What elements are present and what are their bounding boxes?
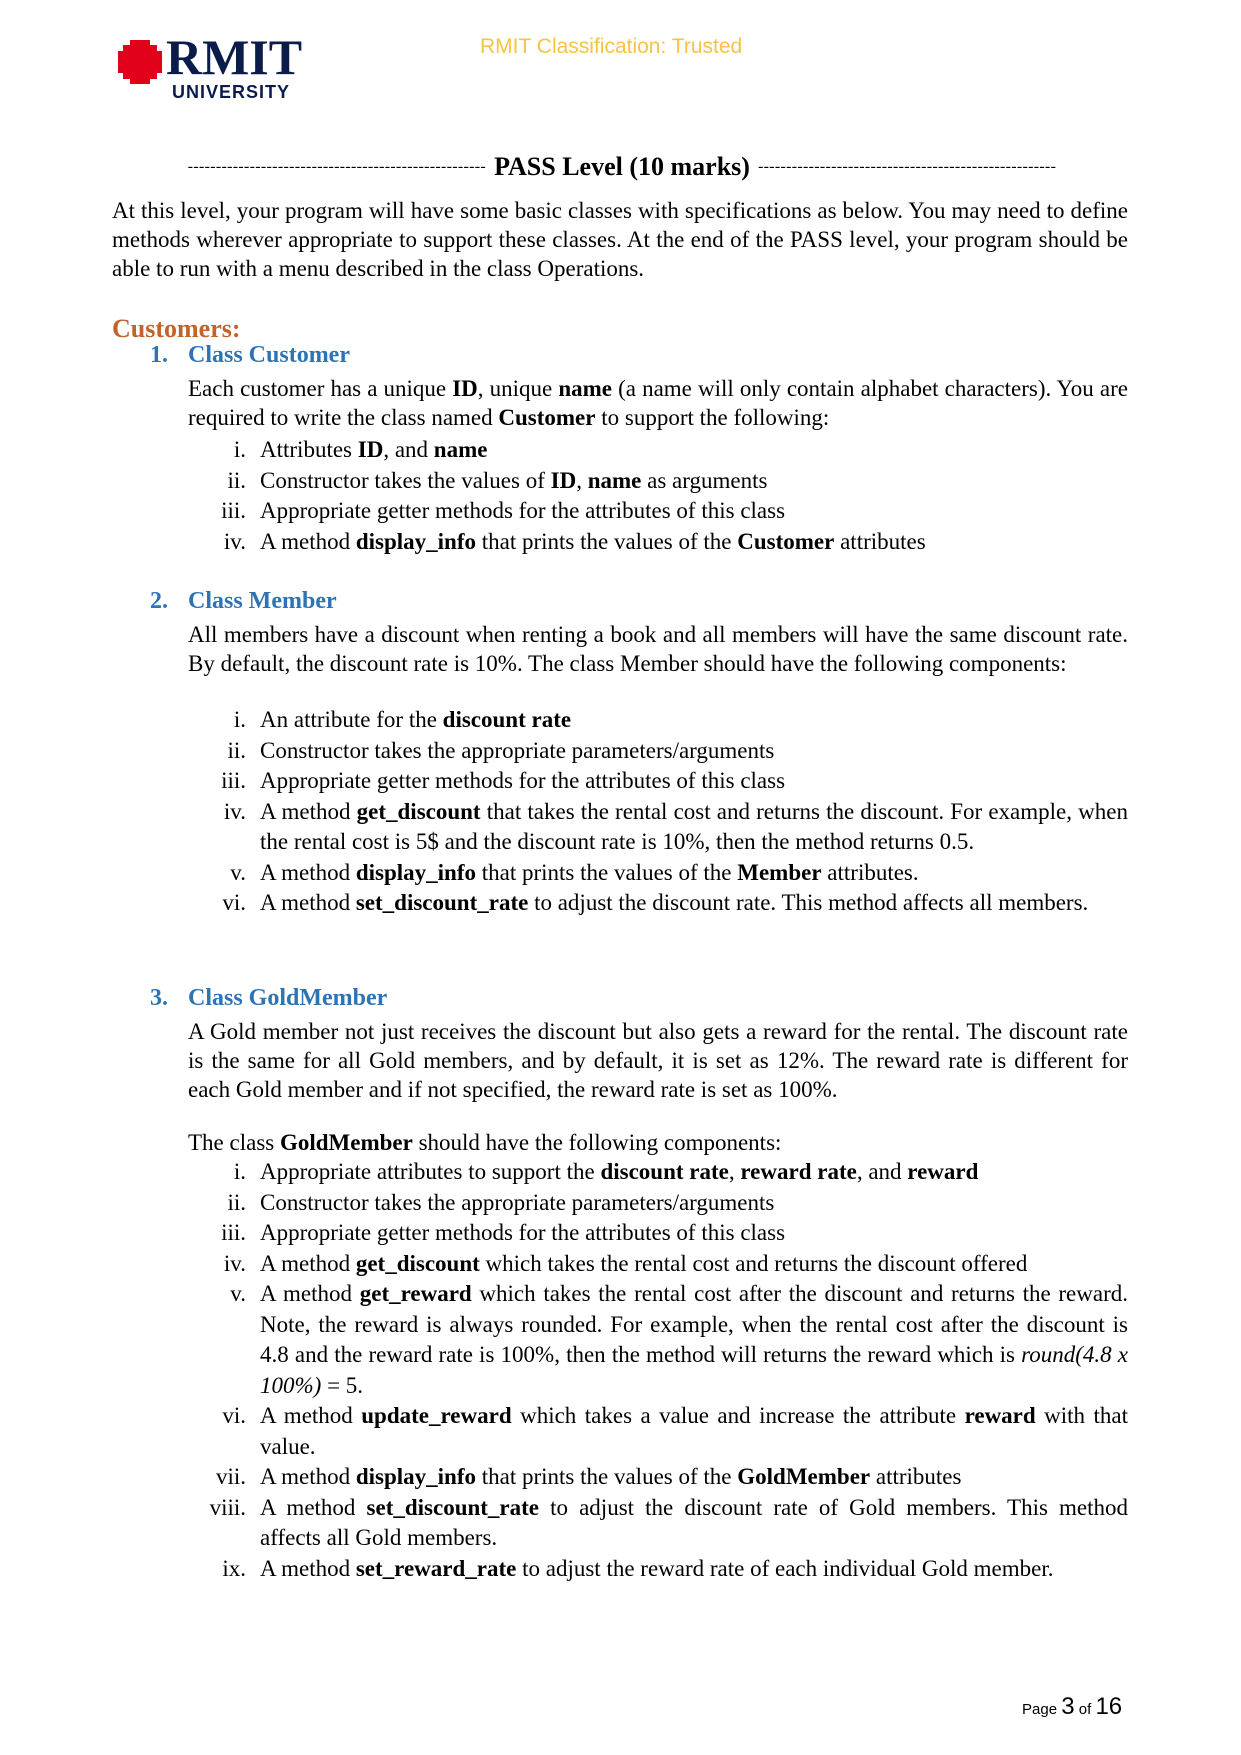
classification-label: RMIT Classification: Trusted [480, 35, 743, 58]
list-item [188, 1554, 1128, 1585]
bold-term: ID [452, 376, 478, 401]
goldmember-requirements-list [188, 1157, 1128, 1584]
heading-rule-left: ----------------------------------------------------- [187, 158, 487, 175]
text-run: which takes the rental cost and returns the discount offered [479, 1250, 1028, 1276]
text-run: that prints the values of the [476, 1464, 738, 1489]
bold-term: GoldMember [737, 1464, 871, 1489]
list-numeral: vi. [222, 890, 246, 915]
list-text [260, 1249, 1128, 1280]
text-run: to support the following: [595, 405, 830, 430]
heading-number: 2. [150, 588, 168, 614]
text-run: , [576, 467, 588, 493]
text-run: Attributes [260, 437, 358, 462]
text-run: attributes. [821, 859, 919, 885]
list-text [260, 888, 1128, 919]
text-run: The class [188, 1130, 280, 1155]
bold-term: reward [964, 1403, 1036, 1428]
list-item [188, 1462, 1128, 1493]
rmit-pixel-mark-icon [118, 40, 162, 84]
bold-term: name [433, 437, 488, 462]
text-run: Constructor takes the values of [260, 467, 551, 493]
bold-term: GoldMember [279, 1130, 413, 1155]
member-description [188, 620, 1128, 678]
page-of: of [1078, 1701, 1092, 1718]
list-text [260, 766, 1128, 797]
logo-text: RMIT [166, 29, 303, 85]
list-text [260, 1157, 1128, 1188]
text-run: which takes a value and increase the attribute [511, 1403, 965, 1428]
list-text [260, 466, 1128, 497]
page-total: 16 [1095, 1693, 1123, 1720]
list-item [188, 888, 1128, 919]
class-member-heading [150, 588, 337, 615]
list-item [188, 527, 1128, 558]
text-run: attributes [870, 1464, 962, 1489]
text-run: An attribute for the [260, 707, 443, 732]
list-numeral: i. [233, 437, 246, 462]
list-item [188, 797, 1128, 858]
list-text [260, 527, 1128, 558]
list-item [188, 496, 1128, 527]
list-text [260, 496, 1128, 527]
heading-number: 1. [150, 342, 168, 368]
list-item [188, 466, 1128, 497]
heading-rule-right: ----------------------------------------------------- [757, 158, 1057, 175]
list-numeral: iii. [221, 768, 246, 793]
bold-term: display_info [355, 528, 476, 554]
text-run: A method [260, 1464, 356, 1489]
list-text [260, 1218, 1128, 1249]
text-run: A method [260, 798, 357, 824]
list-item [188, 858, 1128, 889]
intro-paragraph: At this level, your program will have some basic classes with specifications as below. You may need to define methods wherever appropriate to support these classes. At the end of the PASS level, your program should be able to run with a menu described in the class Operations. [112, 198, 1128, 281]
bold-term: get_reward [359, 1281, 472, 1306]
text-run: All members have a discount when renting a book and all members will have the same discount rate. By default, the discount rate is 10%. The class Member should have the following components: [188, 622, 1128, 676]
page-current: 3 [1061, 1693, 1075, 1720]
bold-term: name [587, 467, 642, 493]
list-numeral: vi. [222, 1403, 246, 1428]
list-numeral: iv. [223, 1250, 246, 1276]
text-run: A method [260, 1403, 362, 1428]
list-text [260, 435, 1128, 466]
bold-term: set_discount_rate [355, 890, 529, 915]
list-item [188, 705, 1128, 736]
text-run: , and [856, 1159, 908, 1184]
bold-term: reward rate [740, 1159, 857, 1184]
text-run: A method [260, 859, 356, 885]
list-text [260, 1188, 1128, 1219]
class-customer-heading [150, 342, 350, 369]
bold-term: name [558, 376, 613, 401]
text-run: Constructor takes the appropriate parameters/arguments [260, 1189, 775, 1215]
bold-term: update_reward [361, 1403, 512, 1428]
text-run: A method [260, 1494, 367, 1520]
text-run: to adjust the discount rate of Gold members. This method affects all Gold members. [260, 1494, 1128, 1550]
list-item [188, 1188, 1128, 1219]
bold-term: Customer [498, 405, 596, 430]
text-run: A method [260, 890, 356, 915]
text-run: A method [260, 1555, 356, 1581]
list-item [188, 1401, 1128, 1462]
list-item [188, 736, 1128, 767]
list-numeral: i. [233, 1159, 246, 1184]
rmit-logo [118, 29, 318, 106]
bold-term: discount rate [442, 707, 572, 732]
bold-term: Member [737, 859, 822, 885]
list-numeral: ii. [227, 467, 246, 493]
text-run: as arguments [641, 467, 768, 493]
list-text [260, 1401, 1128, 1462]
goldmember-components-intro [188, 1128, 1128, 1157]
bold-term: reward [907, 1159, 979, 1184]
text-run: Appropriate getter methods for the attributes of this class [260, 498, 786, 523]
list-text [260, 858, 1128, 889]
page-label: Page [1022, 1701, 1058, 1718]
list-text [260, 1493, 1128, 1554]
bold-term: display_info [355, 859, 476, 885]
list-numeral: ii. [227, 737, 246, 763]
text-run: (a name will only contain alphabet characters). You are required to write the class named [188, 376, 1128, 430]
list-numeral: v. [230, 1281, 246, 1306]
bold-term: ID [550, 467, 577, 493]
text-run: = 5. [321, 1372, 364, 1398]
text-run: Appropriate attributes to support the [260, 1159, 601, 1184]
section-title: PASS Level (10 marks) [494, 152, 750, 181]
category-title: Customers: [112, 314, 241, 343]
member-requirements-list [188, 705, 1128, 919]
list-text [260, 797, 1128, 858]
heading-title: Class Customer [188, 342, 350, 368]
list-item [188, 766, 1128, 797]
text-run: with that value. [260, 1403, 1128, 1459]
text-run: A method [260, 528, 356, 554]
customer-description [188, 374, 1128, 432]
list-item [188, 1279, 1128, 1401]
text-run: to adjust the discount rate. This method affects all members. [528, 890, 1089, 915]
bold-term: set_discount_rate [366, 1494, 540, 1520]
italic-expression: round(4.8 x 100%) [260, 1342, 1128, 1398]
text-run: A Gold member not just receives the discount but also gets a reward for the rental. The discount rate is the same for all Gold members, and by default, it is set as 12%. The reward rate is different for each Gold member and if not specified, the reward rate is set as 100%. [188, 1019, 1128, 1102]
list-item [188, 1218, 1128, 1249]
list-numeral: i. [233, 707, 246, 732]
text-run: which takes the rental cost after the discount and returns the reward. Note, the reward is always rounded. For example, when the rental cost after the discount is 4.8 and the reward rate is 100%, then the method will returns the reward which is [260, 1281, 1128, 1367]
text-run: , unique [477, 376, 559, 401]
text-run: that prints the values of the [476, 528, 738, 554]
list-item [188, 435, 1128, 466]
text-run: attributes [834, 528, 926, 554]
goldmember-description [188, 1017, 1128, 1104]
heading-title: Class Member [188, 588, 337, 614]
class-goldmember-heading [150, 985, 387, 1012]
bold-term: get_discount [355, 1250, 480, 1276]
text-run: , and [383, 437, 434, 462]
list-numeral: iii. [221, 1220, 246, 1245]
text-run: Appropriate getter methods for the attributes of this class [260, 1220, 786, 1245]
heading-title: Class GoldMember [188, 985, 388, 1011]
list-item [188, 1493, 1128, 1554]
text-run: that takes the rental cost and returns the discount. For example, when the rental cost is 5$ and the discount rate is 10%, then the method returns 0.5. [260, 798, 1128, 854]
text-run: A method [260, 1250, 356, 1276]
text-run: , [728, 1159, 741, 1184]
bold-term: get_discount [356, 798, 481, 824]
list-text [260, 1462, 1128, 1493]
list-numeral: iv. [223, 528, 246, 554]
list-numeral: v. [230, 859, 246, 885]
text-run: Appropriate getter methods for the attributes of this class [260, 768, 786, 793]
list-numeral: ix. [222, 1555, 246, 1581]
text-run: A method [260, 1281, 360, 1306]
list-numeral: viii. [209, 1494, 246, 1520]
page-number [1022, 1693, 1122, 1721]
text-run: that prints the values of the [476, 859, 738, 885]
bold-term: set_reward_rate [355, 1555, 517, 1581]
text-run: Each customer has a unique [188, 376, 453, 401]
heading-number: 3. [150, 985, 168, 1011]
bold-term: ID [357, 437, 384, 462]
list-item [188, 1157, 1128, 1188]
list-numeral: ii. [227, 1189, 246, 1215]
logo-subtext: UNIVERSITY [172, 82, 291, 102]
text-run: should have the following components: [412, 1130, 782, 1155]
list-text [260, 705, 1128, 736]
list-text [260, 736, 1128, 767]
section-heading [112, 152, 1132, 182]
text-run: to adjust the reward rate of each individual Gold member. [516, 1555, 1054, 1581]
bold-term: Customer [737, 528, 835, 554]
list-numeral: vii. [215, 1464, 246, 1489]
bold-term: discount rate [600, 1159, 729, 1184]
bold-term: display_info [355, 1464, 476, 1489]
list-numeral: iv. [223, 798, 246, 824]
customer-requirements-list [188, 435, 1128, 557]
list-text [260, 1554, 1128, 1585]
text-run: Constructor takes the appropriate parameters/arguments [260, 737, 775, 763]
list-numeral: iii. [221, 498, 246, 523]
list-text [260, 1279, 1128, 1401]
list-item [188, 1249, 1128, 1280]
